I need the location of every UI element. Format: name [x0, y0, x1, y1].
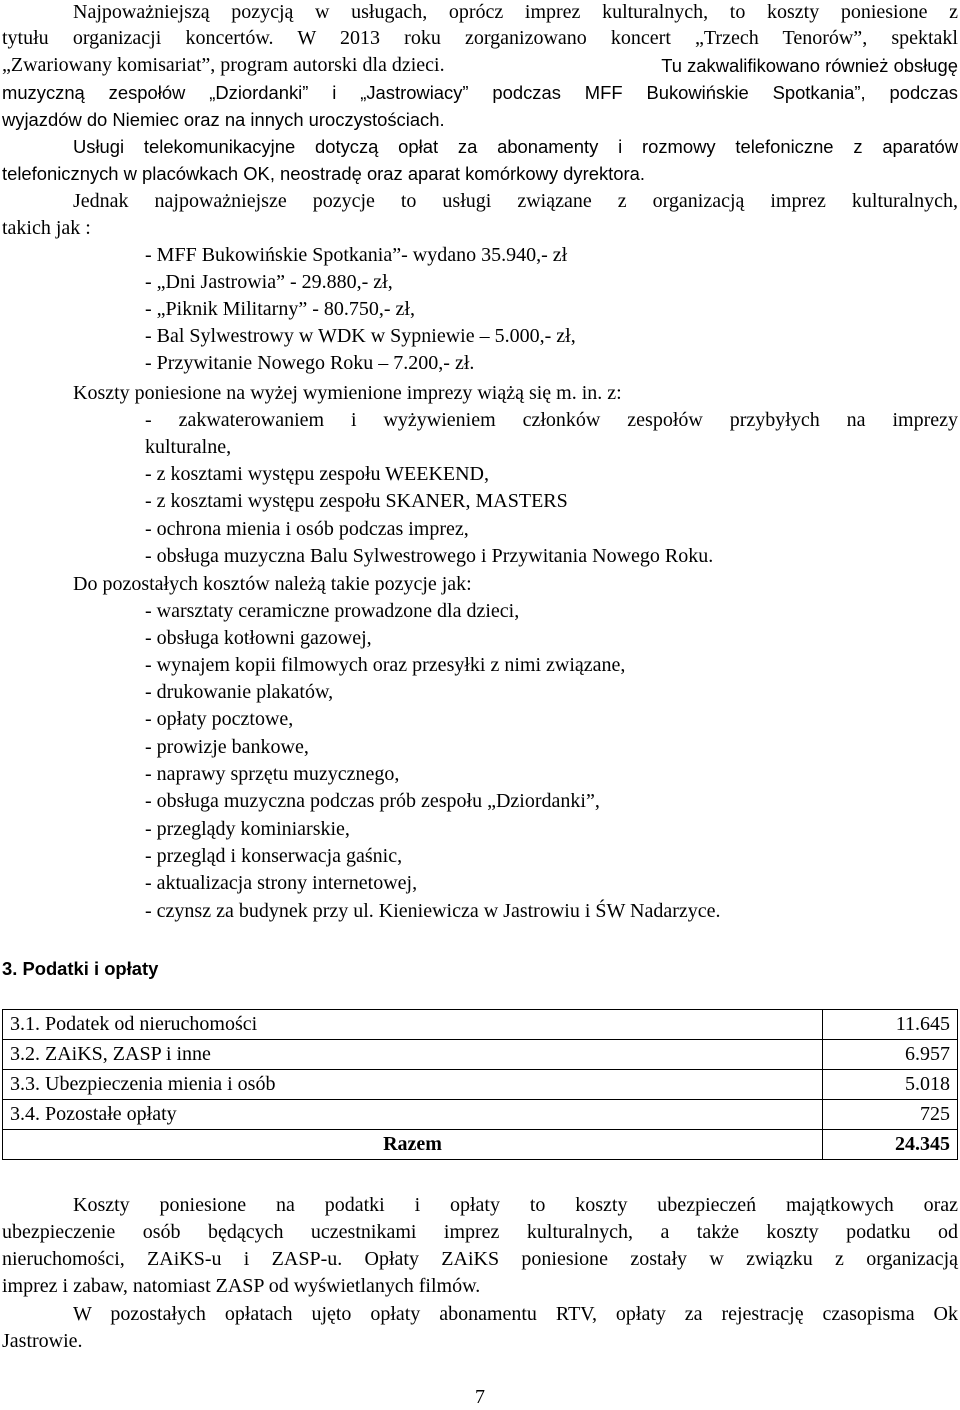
cost-item: - zakwaterowaniem i wyżywieniem członków zespołów przybyłych na imprezy [145, 409, 958, 431]
table-cell-value: 11.645 [823, 1010, 958, 1040]
table-row [3, 1040, 958, 1070]
paragraph-line: „Zwariowany komisariat”, program autorski dla dzieci. [2, 54, 445, 76]
other-cost-item: - aktualizacja strony internetowej, [145, 872, 418, 894]
other-cost-item: - drukowanie plakatów, [145, 681, 334, 703]
paragraph-line: Usługi telekomunikacyjne dotyczą opłat za abonamenty i rozmowy telefoniczne z aparatów [73, 136, 958, 157]
table-cell-value: 6.957 [823, 1040, 958, 1070]
table-cell-label: 3.4. Pozostałe opłaty [3, 1100, 823, 1130]
other-cost-item: - naprawy sprzętu muzycznego, [145, 763, 400, 785]
paragraph-line: tytułu organizacji koncertów. W 2013 roku zorganizowano koncert „Trzech Tenorów”, spektakl [2, 27, 958, 49]
event-item: - „Piknik Militarny” - 80.750,- zł, [145, 298, 415, 320]
other-cost-item: - czynsz za budynek przy ul. Kieniewicza w Jastrowiu i ŚW Nadarzyce. [145, 900, 721, 922]
section-heading: 3. Podatki i opłaty [2, 958, 159, 979]
event-item: - „Dni Jastrowia” - 29.880,- zł, [145, 271, 393, 293]
other-cost-item: - przegląd i konserwacja gaśnic, [145, 845, 403, 867]
other-cost-item: - prowizje bankowe, [145, 736, 309, 758]
other-cost-item: - wynajem kopii filmowych oraz przesyłki z nimi związane, [145, 654, 626, 676]
table-cell-value: 725 [823, 1100, 958, 1130]
table-cell-label: 3.1. Podatek od nieruchomości [3, 1010, 823, 1040]
paragraph-line: Najpoważniejszą pozycją w usługach, oprócz imprez kulturalnych, to koszty poniesione z [73, 1, 958, 23]
event-item: - Przywitanie Nowego Roku – 7.200,- zł. [145, 352, 475, 374]
table-row [3, 1070, 958, 1100]
paragraph-line: Koszty poniesione na podatki i opłaty to koszty ubezpieczeń majątkowych oraz [73, 1194, 958, 1216]
cost-item: - obsługa muzyczna Balu Sylwestrowego i Przywitania Nowego Roku. [145, 545, 714, 567]
paragraph-line: Jastrowie. [2, 1330, 83, 1352]
paragraph-line: Jednak najpoważniejsze pozycje to usługi związane z organizacją imprez kulturalnych, [73, 190, 958, 212]
table-total-value: 24.345 [823, 1130, 958, 1160]
other-cost-item: - obsługa muzyczna podczas prób zespołu „Dziordanki”, [145, 790, 600, 812]
table-total-row [3, 1130, 958, 1160]
table-cell-value: 5.018 [823, 1070, 958, 1100]
cost-item: - ochrona mienia i osób podczas imprez, [145, 518, 469, 540]
cost-item: kulturalne, [145, 436, 232, 458]
event-item: - Bal Sylwestrowy w WDK w Sypniewie – 5.000,- zł, [145, 325, 576, 347]
other-cost-item: - obsługa kotłowni gazowej, [145, 627, 372, 649]
cost-item: - z kosztami występu zespołu WEEKEND, [145, 463, 489, 485]
paragraph-line: takich jak : [2, 217, 91, 239]
paragraph-line: Tu zakwalifikowano również obsługę [661, 55, 958, 76]
fees-table [2, 1009, 958, 1160]
other-cost-item: - warsztaty ceramiczne prowadzone dla dzieci, [145, 600, 520, 622]
paragraph-line: ubezpieczenie osób będących uczestnikami imprez kulturalnych, a także koszty podatku od [2, 1221, 958, 1243]
paragraph-line: W pozostałych opłatach ujęto opłaty abonamentu RTV, opłaty za rejestrację czasopisma Ok [73, 1303, 958, 1325]
paragraph-line: telefonicznych w placówkach OK, neostradę oraz aparat komórkowy dyrektora. [2, 163, 645, 184]
paragraph-line: nieruchomości, ZAiKS-u i ZASP-u. Opłaty ZAiKS poniesione zostały w związku z organizacją [2, 1248, 958, 1270]
paragraph-line: muzyczną zespołów „Dziordanki” i „Jastrowiacy” podczas MFF Bukowińskie Spotkania”, podczas [2, 82, 958, 103]
other-cost-item: - opłaty pocztowe, [145, 708, 294, 730]
paragraph-line: imprez i zabaw, natomiast ZASP od wyświetlanych filmów. [2, 1275, 481, 1297]
page-number: 7 [475, 1386, 485, 1408]
event-item: - MFF Bukowińskie Spotkania”- wydano 35.940,- zł [145, 244, 568, 266]
other-cost-item: - przeglądy kominiarskie, [145, 818, 350, 840]
table-total-label: Razem [3, 1130, 823, 1160]
table-row [3, 1010, 958, 1040]
table-cell-label: 3.3. Ubezpieczenia mienia i osób [3, 1070, 823, 1100]
table-cell-label: 3.2. ZAiKS, ZASP i inne [3, 1040, 823, 1070]
paragraph-line: wyjazdów do Niemiec oraz na innych uroczystościach. [2, 109, 445, 130]
other-costs-intro: Do pozostałych kosztów należą takie pozycje jak: [73, 573, 472, 595]
cost-item: - z kosztami występu zespołu SKANER, MASTERS [145, 490, 568, 512]
table-row [3, 1100, 958, 1130]
costs-intro: Koszty poniesione na wyżej wymienione imprezy wiążą się m. in. z: [73, 382, 622, 404]
